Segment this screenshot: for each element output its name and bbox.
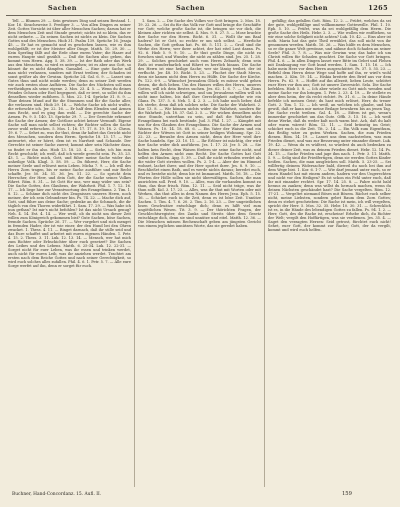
text-column-1 — [8, 19, 131, 487]
header-headword-center: Sachen — [176, 4, 205, 12]
column-3-text: gefällig; das gefallen Gott. Röm. 12. 2. — Prüfet, welches da sei der gute, wohlgefällige und vollkommene Gotteswille. Phil. 1. 10. Eph. 5. 10. — Prüfet, was da sei wohlgefällig dem Herrn. Die große Sache des Heils. Hebr. 2. 3. — Wie wollen wir entfliehen, so wir eine solche Seligkeit nicht achten? Luk. 10. 42. — Eins aber ist noth. Maria hat das gute Theil erwählet, das soll nicht von ihr genommen werden. Matth. 16. 26. — Was hülfe es dem Menschen, so er die ganze Welt gewönne, und nähme doch Schaden an seiner Seele? Phil. 3. 7. 8. — Was mir Gewinn war, das habe ich um Christi willen für Schaden geachtet. Die Sache vor Gott bringen. Phil. 4. 6. — In allen Dingen lasset eure Bitte im Gebet und Flehen mit Danksagung vor Gott kund werden. 1. Sam. 1. 15. 16. — Ich habe mein Herz vor dem Herrn ausgeschüttet. Ps. 37. 5. 55. 23. — Befiehl dem Herrn deine Wege und hoffe auf ihn, er wird's wohl machen. 2. Kön. 19. 14. — Hiskia breitete den Brief aus vor dem Herrn. Ps. 62. 9. — Hoffet auf ihn allezeit, lieben Leute, schüttet euer Herz vor ihm aus; Gott ist unsere Zuversicht. Sela. Die Sache befehlen. Hiob 5. 8. — Ich aber würde zu Gott mich wenden und meine Sache vor ihn bringen. 1. Petr. 2. 23. 4. 19. — Er stellete es aber dem heim, der da recht richtet. Ps. 31. 6. — In deine Hände befehle ich meinen Geist; du hast mich erlöset, Herr, du treuer Gott. 2. Tim. 1. 12. — Ich weiß, an welchen ich glaube, und bin gewiß, daß er kann mir meine Beilage bewahren bis an jenen Tag. Die Sache recht treiben. Gal. 4. 18. — Eifern ist gut, wenn's immerdar geschiehet um das Gute. Offb. 3. 15. 16. — Ich weiß deine Werke, daß du weder kalt noch warm bist. Ach, daß du kalt oder warm wärest! Röm. 12. 11. — Seid brünstig im Geist; schicket euch in die Zeit. Tit. 2. 14. — Ein Volk zum Eigenthum, das fleißig wäre zu guten Werken. Sachen, die zum Frieden dienen. Röm. 14. 19. — Lasset uns dem nachstreben, was zum Frieden dienet, und was zur Besserung unter einander dienet. Luk. 19. 42. — Wenn du es wüßtest, so würdest du auch bedenken zu dieser deiner Zeit, was zu deinem Frieden dienet. Hebr. 12. 14. Ps. 34. 15. — Suche Frieden und jage ihm nach. 1. Petr. 3. 11. Matth. 5. 9. — Selig sind die Friedfertigen, denn sie werden Gottes Kinder heißen. Sachen, die man ausgleichen soll. Matth. 5. 23-25. — Sei willfertig deinem Widersacher bald, dieweil du noch bei ihm auf dem Wege bist. 1. Kor. 6. 1-7. — Wie darf jemand unter euch, so er einen Handel hat mit einem andern, hadern vor den Ungerechten und nicht vor den Heiligen? Es ist schon ein Fehl unter euch, daß ihr mit einander rechtet. Spr. 17. 14. 25. 8. — Fahre nicht bald heraus zu zanken; denn was willst du hernach machen, wenn du deinen Nächsten geschändet hast? Die Sache vergelten. Röm. 12. 17-21. — Vergeltet niemand Böses mit Bösem. Rächet euch selber nicht, meine Liebsten, sondern gebet Raum dem Zorn Gottes; denn es stehet geschrieben: Die Rache ist mein, ich will vergelten, spricht der Herr. 5. Mos. 32. 35. Hebr. 10. 30. 31. — Schrecklich ist es, in die Hände des lebendigen Gottes zu fallen. Ps. 94. 1. 2. — Herr, Gott, des die Rache ist, erscheine! Erhebe dich, du Richter der Welt; vergilt den Hoffärtigen, was sie verdienen. Jes. 35. 4. — Saget den verzagten Herzen: Seid getrost, fürchtet euch nicht! Sehet, euer Gott, der kommt zur Rache; Gott, der da vergilt, kommt und wird euch helfen. — [268, 19, 391, 232]
column-1-text: Tell. — Blumen 29. — Sein gewisses Ding und seinen Bestand. 1. Kor. 16. Sirachsweise 5. Prediger 3. — Von allen Dingen zu seiner Zeit. Gottes Vorsicht ist über aller Menschen Sachen; darum hat er dem Menschen Zeit und Stunde gesetzt; nichts ist so klein, das er nicht ordnete. — Zu seinen Sachen ist nichts zu klein. Die Sachen Gottes und des Menschen. Hiob 31. Psalm 139. Sprüche 16. Jesaja 45. — Er hat es gemacht und es geschehen lassen, wie es ihm wohlgefällt; er ist der Meister aller Dinge. Matth. 10. 29. 30. — Kein Sperling fällt auf die Erde ohne euren Vater; die Haare auf eurem Haupte sind gezählt. — Daß die Sachen also gehen, das kommt vom Herrn. Apg. 5. 38. 39. — Ist der Rath oder das Werk aus den Menschen, so wird es untergehen; ist es aber aus Gott, so könnet ihr es nicht dämpfen. Gamaliel. — Eine gute Sache soll man nicht verlassen, sondern mit Ernst treiben; der Schaden ist sonst größer als der Gewinn. Sprüche 24. Gal. 6. 9. — Lasset uns Gutes thun und nicht müde werden; denn zu seiner Zeit werden wir auch ernten ohne Aufhören. Die Sache des Nächsten soll man vertheidigen als seine eigene. 2. Mos. 23. 4. 5. — Wenn du deines Feindes Ochsen oder Esel begegnest, daß er irret, so sollst du ihm denselben wieder zuführen. 5. Mos. 22. 1-4. Sprüche 31. 8. 9. — Thue deinen Mund auf für die Stummen und für die Sache aller, die verlassen sind. Hiob 29. 16. — Welche Sache ich nicht wußte, die erforschte ich. Jer. 22. 16. — Er half dem Elenden und Armen zum Recht, und es ging ihm wohl. — Die gerechte Sache der Armen. Ps. 9. 5. 140. 13. Sprüche 29. 7. — Der Gerechte erkennet die Sache der Armen; der Gottlose achtet keiner Vernunft. Eigene Sache soll man nicht selbst richten; die Richter sollen die Sache zuvor wohl erforschen. 5. Mos. 1. 16. 17. 17. 8. 19. 18. 2. Chron. 19. 6. 7. — Sehet zu, was ihr thut, denn ihr haltet das Gericht nicht den Menschen, sondern dem Herrn. Sprüche 18. 13. 17. — Wer antwortet, ehe er höret, dem ist es Narrheit und Schande. Der Gerechte ist seiner Sache zuerst; kommt aber sein Nächster dazu, so findet er ihn also. Hiob 13. 18. 23. 4. — Siehe, ich bin zum Recht geschickt; ich weiß, daß ich werde gerecht sein. Ps. 35. 23. 43. 1. — Richte mich, Gott, und führe meine Sache wider das unheilige Volk. Klagl. 3. 58. 59. — Du führest, Herr, die Sache meiner Seele und erlösest mein Leben. Micha 7. 9. — Ich will des Herrn Zorn tragen, bis er meine Sache ausführe und mir Recht schaffe. Jer. 50. 34. 51. 36. Jes. 51. 22. — So spricht dein Herrscher, der Herr, und dein Gott, der die Sache seines Volkes führet. Röm. 8. 31. — Ist Gott für uns, wer mag wider uns sein? Die Sache Gottes, des Glaubens, der Wahrheit. Phil. 1. 7. 12. 16. 17. — Ich liege hier zur Verantwortung des Evangeliums. 2. Tim. 1. 8. 12. — Schäme dich nicht des Zeugnisses unseres Herrn, noch meiner, der ich sein Gebundener bin. Ps. 74. 22. — Mache dich auf, Gott, und führe aus deine Sache; gedenke an die Schmach, die dir täglich von den Thoren widerfährt. 1. Sam. 17. 29. — Was habe ich nun gethan? Ist mir's nicht befohlen? Ist das nicht Ursach genug? Neh. 4. 14. Est. 4. 14. — Wer weiß, ob du nicht um dieser Zeit willen zum Königreich gekommen bist? Gute Sachen, böse Sachen, fremde Sachen. Sprüche 26. 17. — Wer vorgehet und sich menget in fremden Hader, der ist wie einer, der den Hund bei den Ohren zwacket. 1. Thess. 4. 11. — Ringet darnach, daß ihr stille seid und das Eure schaffet und arbeitet mit euren eigenen Händen. 1. Petr. 4. 15. 2. Thess. 3. 11. Luk. 12. 13. 14. — Mensch, wer hat mich zum Richter oder Erbschichter über euch gesetzet? Die Sachen des Leibes und des Lebens. Matth. 6. 25-34. Luk. 12. 22-31. — Sorget nicht für euer Leben, was ihr essen und trinken werdet, auch nicht für euren Leib, was ihr anziehen werdet. Trachtet am ersten nach dem Reiche Gottes und nach seiner Gerechtigkeit, so wird euch solches alles zufallen. Phil. 4. 6. 1. Petr. 5. 7. — Alle eure Sorge werfet auf ihn, denn er sorget für euch. — [8, 19, 131, 268]
column-divider-2 — [264, 19, 265, 487]
column-2-text: 1. Sam. 2. — Die Sache des Volkes vor Gott bringen. 2. Mos. 18. 19. 22. 26. — Sei du für das Volk vor Gott und bringe die Geschäfte vor Gott; welche große Sache ist, die bringen sie vor dich, die kleinen aber richten sie selbst. 4. Mos. 9. 8. 27. 5. — Mose brachte ihre Sache vor den Herrn. Richt. 6. 31. — Wollt ihr um Baal hadern? Ist er Gott, so rechte er um sich selbst. — Herrliche Sachen, die Gott gethan hat. Ps. 66. 5. 111. 2. — Groß sind die Werke des Herrn; wer ihrer achtet, der hat eitel Lust daran. Ps. 92. 6. Hiob 5. 9. 9. 10. — Er thut große Dinge, die nicht zu forschen sind, und Wunder, die nicht zu zählen sind. Jes. 25. 1. 28. 29. — Solches geschiehet auch vom Herrn Zebaoth; denn sein Rath ist wunderbarlich und führet es herrlich hinaus. Die Sache des Herrn ist eine heilige Sache; wer sie lässig treibet, der ist verflucht. Jer. 48. 10. Richt. 5. 23. — Fluchet der Stadt Meros, denn sie kamen nicht dem Herrn zu Hülfe. Die Sache der Kirche. Ps. 122. 6-9. — Wünschet Jerusalem Glück; es müsse wohl gehen denen, die dich lieben. Um des Hauses willen des Herrn, unseres Gottes, will ich dein Bestes suchen. Jes. 62. 1. 6. 7. — Um Zions willen will ich nicht schweigen, und um Jerusalems willen will ich nicht inne halten, bis daß ihre Gerechtigkeit aufgehe wie ein Glanz. Ps. 137. 5. 6. Neh. 1. 4. 2. 3. — Ich habe noch lieber, daß ich sterbe, denn daß ich solches sehe. Die Sache der Wahrheit. 2. Kor. 13. 8. — Wir können nichts wider die Wahrheit, sondern für die Wahrheit. Joh. 18. 37. Gal. 2. 5. — Wir wichen denselben nicht eine Stunde, unterthan zu sein, auf daß die Wahrheit des Evangeliums bei euch bestünde. Jud. 3. Phil. 1. 27. — Kämpfet mit uns für den Glauben des Evangeliums. Die Sache der Armen und Waisen. Ps. 10. 14. 18. 68. 6. — Ein Vater der Waisen und ein Richter der Witwen ist Gott in seiner heiligen Wohnung. Spr. 22. 22. 23. — Beraube den Armen nicht, denn der Herr wird ihre Sache handeln. Spr. 23. 10. 11. — Ihr Erlöser ist mächtig, der wird ihre Sache wider dich ausführen. Jes. 1. 17. 23. Jer. 5. 28. — Sie halten kein Recht, dem Waisen fördern sie seine Sache nicht, und helfen den Armen nicht zum Recht. Die Sache Gottes hat Gott selbst in Händen. Apg. 5. 39. — Daß ihr nicht erfunden werdet als die wider Gott streiten wollen. Ps. 2. 1-4. — Aber der im Himmel wohnet, lachet ihrer, und der Herr spottet ihrer. Jes. 8. 9. 10. — Beschließet einen Rath, und es werde nichts daraus; beredet euch, und es bestehe nicht; denn hie ist Immanuel. Matth. 16. 18. — Die Pforten der Hölle sollen sie nicht überwältigen. Sachen, die man ausrichten soll. Pred. 9. 10. — Alles, was dir vorhanden kommt zu thun, das thue frisch. Röm. 12. 11. — Seid nicht träge, was ihr thun sollt. Kol. 3. 17. 23. — Alles, was ihr thut mit Worten oder mit Werken, das thut alles in dem Namen des Herrn Jesu. Eph. 5. 15. 16. — Schicket euch in die Zeit, denn es ist böse Zeit. Unnütze Sachen. 1. Tim. 4. 7. 6. 20. 2. Tim. 2. 16. 23. — Der ungeistlichen losen Geschwätze entschlage dich; denn es hilft viel zum ungöttlichen Wesen. Tit. 3. 9. — Der thörichten Fragen, der Geschlechtsregister, des Zanks und Streits über dem Gesetz entschlage dich, denn sie sind unnütze und eitel. Matth. 12. 36. — Die Menschen müssen Rechenschaft geben am jüngsten Gericht von einem jeglichen unnützen Worte, das sie geredet haben. — [138, 19, 261, 228]
header-headword-right: Sachen — [299, 4, 328, 12]
page-footer — [0, 489, 400, 505]
header-headword-left: Sachen — [48, 4, 77, 12]
text-column-3 — [268, 19, 391, 487]
column-divider-1 — [134, 19, 135, 487]
page-number: 1265 — [368, 4, 388, 12]
text-column-2 — [138, 19, 261, 487]
footer-imprint: Buchner, Hand-Concordanz. 15. Aufl. II. — [12, 492, 102, 497]
printer-signature: 159 — [342, 491, 352, 497]
header-rule — [6, 15, 392, 16]
